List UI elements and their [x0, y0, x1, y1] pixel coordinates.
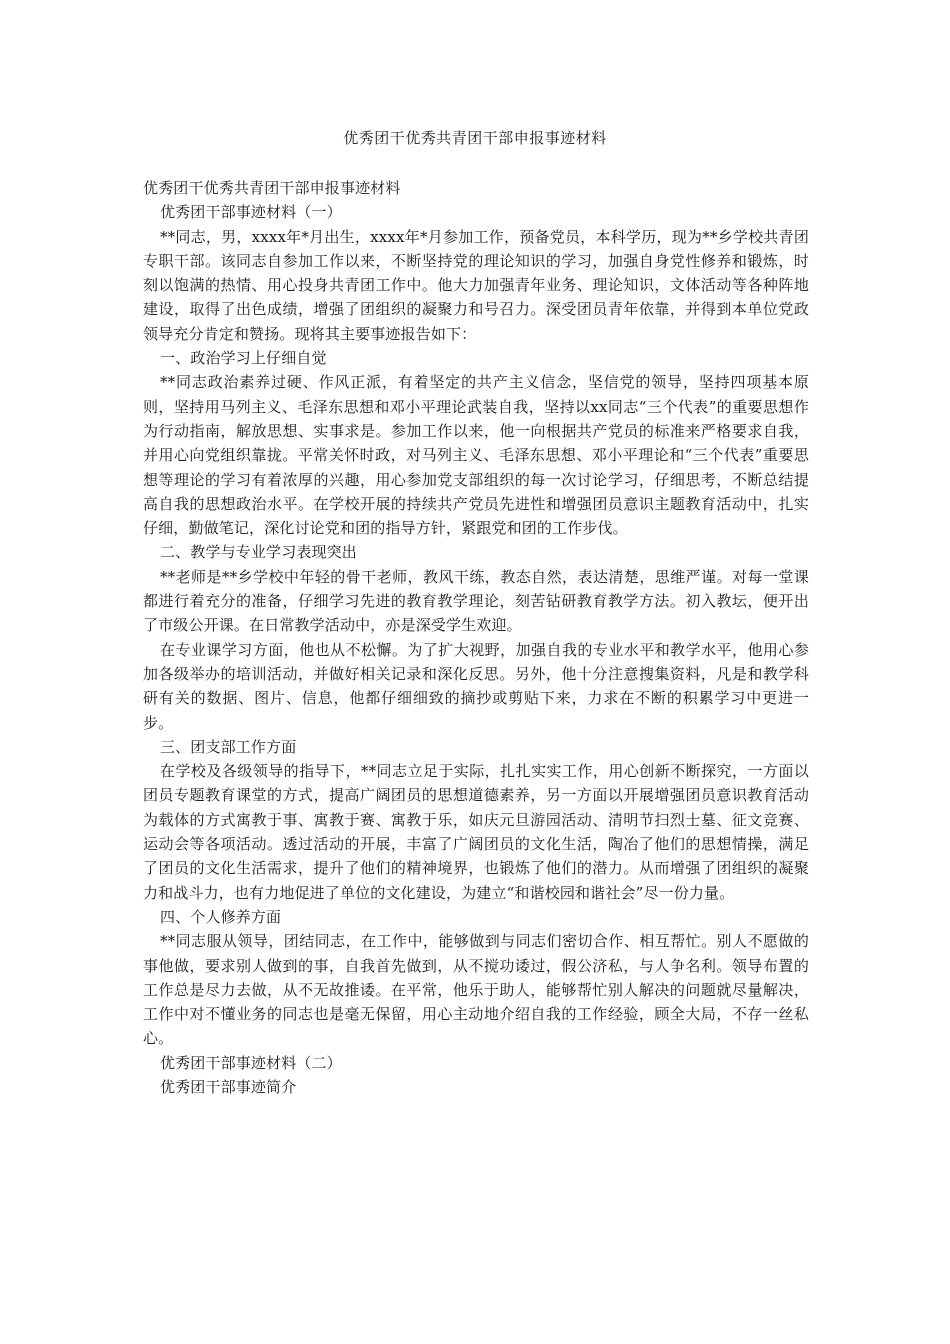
section-heading: 一、政治学习上仔细自觉 — [160, 349, 327, 368]
body-paragraph: **同志服从领导，团结同志，在工作中，能够做到与同志们密切合作、相互帮忙。别人不愿做的事他做，要求别人做到的事，自我首先做到，从不搅功诿过，假公济私，与人争名利。领导布置的工作总是尽力去做，从不无故推诿。在平常，他乐于助人，能够帮忙别人解决的问题就尽量解决，工作中对不懂业务的同志也是毫无保留，用心主动地介绍自我的工作经验，顾全大局，不存一丝私心。 — [143, 932, 809, 1048]
section-heading: 优秀团干部事迹材料（一） — [160, 203, 342, 222]
section-heading: 二、教学与专业学习表现突出 — [160, 543, 357, 562]
body-paragraph: **同志，男，xxxx年*月出生，xxxx年*月参加工作，预备党员，本科学历，现为**乡学校共青团专职干部。该同志自参加工作以来，不断坚持党的理论知识的学习，加强自身党性修养和锻炼，时刻以饱满的热情、用心投身共青团工作中。他大力加强青年业务、理论知识，文体活动等各种阵地建设，取得了出色成绩，增强了团组织的凝聚力和号召力。深受团员青年依靠，并得到本单位党政领导充分肯定和赞扬。现将其主要事迹报告如下： — [143, 227, 809, 343]
document-subtitle: 优秀团干优秀共青团干部申报事迹材料 — [143, 179, 401, 197]
section-heading: 四、个人修养方面 — [160, 907, 282, 926]
body-paragraph: 在专业课学习方面，他也从不松懈。为了扩大视野，加强自我的专业水平和教学水平，他用心参加各级举办的培训活动，并做好相关记录和深化反思。另外，他十分注意搜集资料，凡是和教学科研有关的数据、图片、信息，他都仔细细致的摘抄或剪贴下来，力求在不断的积累学习中更进一步。 — [143, 640, 809, 732]
section-heading: 三、团支部工作方面 — [160, 737, 297, 756]
body-paragraph: **同志政治素养过硬、作风正派，有着坚定的共产主义信念，坚信党的领导，坚持四项基本原则，坚持用马列主义、毛泽东思想和邓小平理论武装自我，坚持以xx同志“三个代表”的重要思想作为行动指南，解放思想、实事求是。参加工作以来，他一向根据共产党员的标准来严格要求自我，并用心向党组织靠拢。平常关怀时政，对马列主义、毛泽东思想、邓小平理论和“三个代表”重要思想等理论的学习有着浓厚的兴趣，用心参加党支部组织的每一次讨论学习，仔细思考，不断总结提高自我的思想政治水平。在学校开展的持续共产党员先进性和增强团员意识主题教育活动中，扎实仔细，勤做笔记，深化讨论党和团的指导方针，紧跟党和团的工作步伐。 — [143, 373, 809, 538]
section-heading: 优秀团干部事迹简介 — [160, 1077, 297, 1096]
section-heading: 优秀团干部事迹材料（二） — [160, 1053, 342, 1072]
document-body — [143, 176, 809, 1099]
body-paragraph: **老师是**乡学校中年轻的骨干老师，教风干练，教态自然，表达清楚，思维严谨。对每一堂课都进行着充分的准备，仔细学习先进的教育教学理论，刻苦钻研教育教学方法。初入教坛，便开出了市级公开课。在日常教学活动中，亦是深受学生欢迎。 — [143, 567, 809, 635]
document-title: 优秀团干优秀共青团干部申报事迹材料 — [343, 129, 607, 147]
body-paragraph: 在学校及各级领导的指导下，**同志立足于实际，扎扎实实工作，用心创新不断探究，一方面以团员专题教育课堂的方式，提高广阔团员的思想道德素养，另一方面以开展增强团员意识教育活动为载体的方式寓教于事、寓教于赛、寓教于乐，如庆元旦游园活动、清明节扫烈士墓、征文竞赛、运动会等各项活动。透过活动的开展，丰富了广阔团员的文化生活，陶冶了他们的思想情操，满足了团员的文化生活需求，提升了他们的精神境界，也锻炼了他们的潜力。从而增强了团组织的凝聚力和战斗力，也有力地促进了单位的文化建设，为建立“和谐校园和谐社会”尽一份力量。 — [143, 762, 809, 902]
